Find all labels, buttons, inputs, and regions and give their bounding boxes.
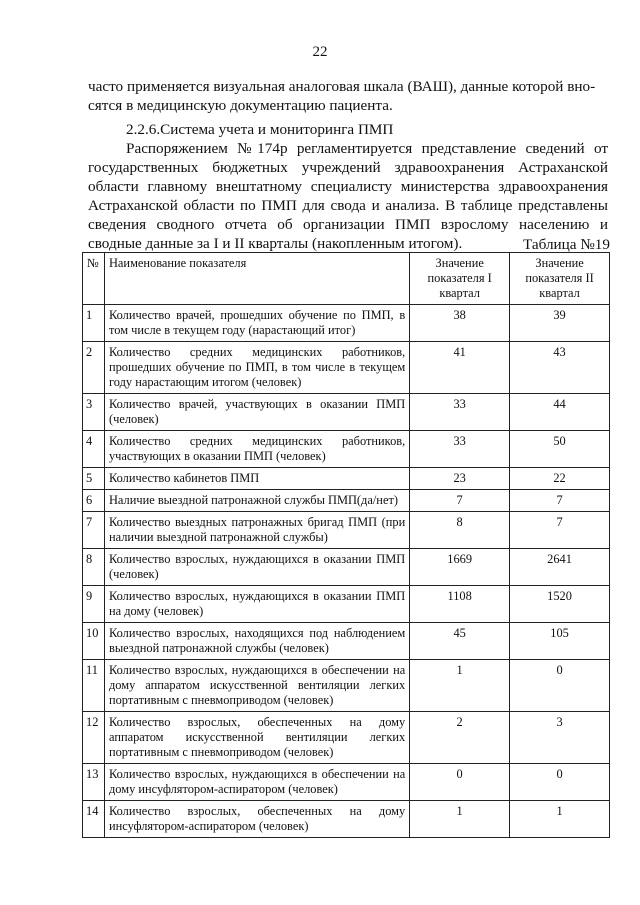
row-number: 9 — [83, 586, 105, 623]
row-value-q1: 7 — [410, 490, 510, 512]
row-number: 14 — [83, 801, 105, 838]
row-value-q2: 7 — [510, 512, 610, 549]
row-indicator-name: Количество взрослых, обеспеченных на дому аппаратом искусственной вентиляции легких портативным с пневмоприводом (человек) — [104, 712, 409, 764]
row-number: 13 — [83, 764, 105, 801]
row-value-q2: 1520 — [510, 586, 610, 623]
row-value-q1: 41 — [410, 342, 510, 394]
row-indicator-name: Количество взрослых, нуждающихся в оказании ПМП (человек) — [104, 549, 409, 586]
row-indicator-name: Количество взрослых, нуждающихся в обеспечении на дому инсуфлятором-аспиратором (человек) — [104, 764, 409, 801]
table-row — [83, 305, 610, 342]
row-value-q2: 0 — [510, 764, 610, 801]
row-number: 4 — [83, 431, 105, 468]
table-row — [83, 342, 610, 394]
row-value-q1: 1108 — [410, 586, 510, 623]
row-number: 5 — [83, 468, 105, 490]
intro-paragraph — [88, 77, 608, 115]
row-value-q1: 0 — [410, 764, 510, 801]
row-value-q2: 105 — [510, 623, 610, 660]
table-row — [83, 512, 610, 549]
page-number: 22 — [312, 44, 328, 60]
row-number: 6 — [83, 490, 105, 512]
row-value-q1: 2 — [410, 712, 510, 764]
table-row — [83, 490, 610, 512]
row-value-q2: 1 — [510, 801, 610, 838]
row-number: 1 — [83, 305, 105, 342]
header-name: Наименование показателя — [104, 253, 409, 305]
row-indicator-name: Количество врачей, участвующих в оказании ПМП (человек) — [104, 394, 409, 431]
table-row — [83, 549, 610, 586]
row-number: 2 — [83, 342, 105, 394]
row-value-q1: 33 — [410, 394, 510, 431]
indicators-table — [82, 252, 610, 838]
row-value-q2: 43 — [510, 342, 610, 394]
row-indicator-name: Наличие выездной патронажной службы ПМП(да/нет) — [104, 490, 409, 512]
row-value-q2: 2641 — [510, 549, 610, 586]
row-value-q2: 22 — [510, 468, 610, 490]
row-value-q1: 1 — [410, 801, 510, 838]
row-number: 7 — [83, 512, 105, 549]
row-number: 11 — [83, 660, 105, 712]
table-header-row — [83, 253, 610, 305]
table-row — [83, 660, 610, 712]
row-value-q1: 23 — [410, 468, 510, 490]
table-row — [83, 623, 610, 660]
row-indicator-name: Количество взрослых, находящихся под наблюдением выездной патронажной службы (человек) — [104, 623, 409, 660]
row-indicator-name: Количество взрослых, нуждающихся в оказании ПМП на дому (человек) — [104, 586, 409, 623]
row-indicator-name: Количество средних медицинских работников, прошедших обучение по ПМП, в том числе в текущем году нарастающим итогом (человек) — [104, 342, 409, 394]
row-value-q1: 45 — [410, 623, 510, 660]
row-number: 12 — [83, 712, 105, 764]
row-number: 8 — [83, 549, 105, 586]
header-q1: Значение показателя I квартал — [410, 253, 510, 305]
intro-line: сятся в медицинскую документацию пациента. — [88, 97, 393, 114]
row-value-q2: 3 — [510, 712, 610, 764]
row-value-q1: 1669 — [410, 549, 510, 586]
intro-line: часто применяется визуальная аналоговая шкала (ВАШ), данные которой вно- — [88, 78, 596, 95]
table-row — [83, 586, 610, 623]
table-caption: Таблица №19 — [522, 236, 610, 253]
row-value-q2: 7 — [510, 490, 610, 512]
row-indicator-name: Количество средних медицинских работников, участвующих в оказании ПМП (человек) — [104, 431, 409, 468]
table-row — [83, 431, 610, 468]
row-indicator-name: Количество кабинетов ПМП — [104, 468, 409, 490]
body-paragraph: Распоряжением №174р регламентируется представление сведений от государственных бюджетных учреждений здравоохранения Астраханской области главному внештатному специалисту министерства здравоохранения Астраханской области по ПМП для свода и анализа. В таблице представлены сведения сводного отчета об организации ПМП взрослому населению и сводные данные за I и II кварталы (накопленным итогом). — [88, 140, 608, 252]
row-value-q1: 8 — [410, 512, 510, 549]
row-indicator-name: Количество выездных патронажных бригад ПМП (при наличии выездной патронажной службы) — [104, 512, 409, 549]
row-indicator-name: Количество врачей, прошедших обучение по ПМП, в том числе в текущем году (нарастающий итог) — [104, 305, 409, 342]
table-row — [83, 394, 610, 431]
row-value-q2: 39 — [510, 305, 610, 342]
row-value-q2: 0 — [510, 660, 610, 712]
table-row — [83, 764, 610, 801]
row-indicator-name: Количество взрослых, нуждающихся в обеспечении на дому аппаратом искусственной вентиляции легких портативным с пневмоприводом (человек) — [104, 660, 409, 712]
row-number: 3 — [83, 394, 105, 431]
row-number: 10 — [83, 623, 105, 660]
row-value-q2: 44 — [510, 394, 610, 431]
table-row — [83, 468, 610, 490]
table-row — [83, 712, 610, 764]
row-value-q1: 1 — [410, 660, 510, 712]
header-q2: Значение показателя II квартал — [510, 253, 610, 305]
row-indicator-name: Количество взрослых, обеспеченных на дому инсуфлятором-аспиратором (человек) — [104, 801, 409, 838]
row-value-q2: 50 — [510, 431, 610, 468]
row-value-q1: 38 — [410, 305, 510, 342]
section-heading: 2.2.6.Система учета и мониторинга ПМП — [126, 121, 394, 138]
table-row — [83, 801, 610, 838]
header-number: № — [83, 253, 105, 305]
row-value-q1: 33 — [410, 431, 510, 468]
